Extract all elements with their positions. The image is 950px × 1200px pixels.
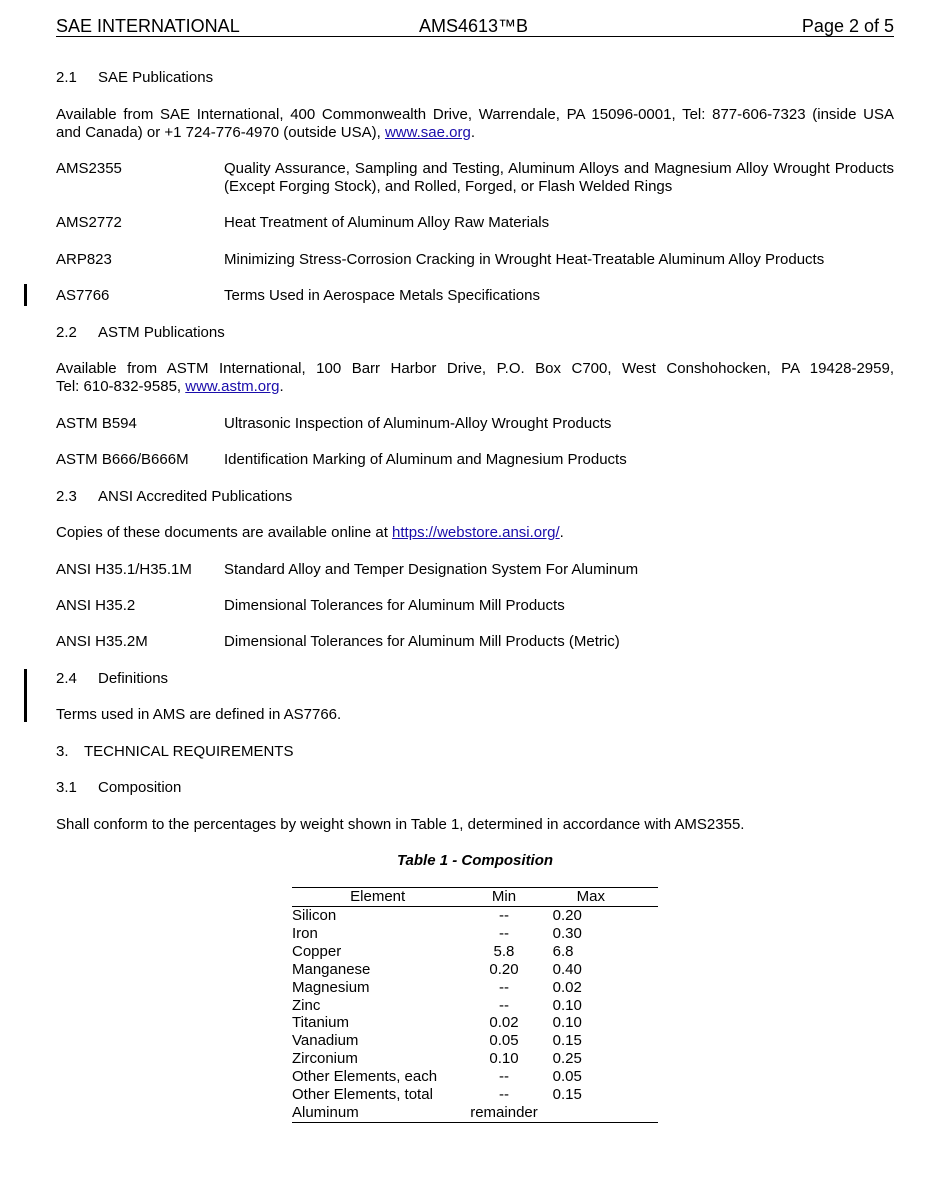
section-title: ASTM Publications xyxy=(98,324,225,341)
reference-title: Heat Treatment of Aluminum Alloy Raw Materials xyxy=(224,214,550,231)
reference-code: ANSI H35.2 xyxy=(56,597,136,614)
cell-element: Titanium xyxy=(292,1014,349,1032)
availability-line: Copies of these documents are available online at https://webstore.ansi.org/. xyxy=(56,524,564,541)
cell-element: Silicon xyxy=(292,907,337,924)
cell-max: 0.30 xyxy=(552,924,582,942)
section-number: 3.1 xyxy=(56,779,77,796)
section-number: 2.4 xyxy=(56,670,77,687)
composition-text: Shall conform to the percentages by weight shown in Table 1, determined in accordance with AMS2355. xyxy=(56,816,745,833)
cell-element: Copper xyxy=(292,942,342,960)
cell-element: Magnesium xyxy=(292,978,370,996)
header-doc-id: AMS4613™B xyxy=(419,16,529,36)
cell-min: -- xyxy=(498,1068,509,1086)
table-row xyxy=(292,1104,658,1122)
cell-max: 0.10 xyxy=(552,1014,582,1032)
header-org: SAE INTERNATIONAL xyxy=(56,16,240,36)
availability-line: Available from ASTM International, 100 Barr Harbor Drive, P.O. Box C700, West Conshohocken, PA 19428-2959, xyxy=(56,360,894,377)
cell-max: 6.8 xyxy=(552,942,574,960)
section-number: 2.3 xyxy=(56,488,77,505)
section-title: TECHNICAL REQUIREMENTS xyxy=(84,743,294,760)
section-title: Composition xyxy=(98,779,182,796)
reference-code: ASTM B666/B666M xyxy=(56,451,189,468)
reference-title: Terms Used in Aerospace Metals Specifications xyxy=(224,287,540,304)
definitions-text: Terms used in AMS are defined in AS7766. xyxy=(56,706,342,723)
reference-code: ARP823 xyxy=(56,251,112,268)
cell-max: 0.05 xyxy=(552,1068,582,1086)
revision-change-bar xyxy=(24,284,27,306)
astm-website-link[interactable]: www.astm.org xyxy=(185,378,280,395)
cell-max: 0.25 xyxy=(552,1050,582,1068)
cell-min: -- xyxy=(498,996,509,1014)
section-number: 3. xyxy=(56,743,69,760)
table-header-row xyxy=(292,888,658,907)
reference-title: Dimensional Tolerances for Aluminum Mill Products (Metric) xyxy=(224,633,620,650)
composition-table xyxy=(292,887,658,1123)
cell-min: -- xyxy=(498,907,509,924)
section-number: 2.2 xyxy=(56,324,77,341)
section-title: SAE Publications xyxy=(98,69,214,86)
revision-change-bar xyxy=(24,669,27,722)
reference-code: ANSI H35.2M xyxy=(56,633,148,650)
reference-code: ASTM B594 xyxy=(56,415,137,432)
reference-title: Standard Alloy and Temper Designation System For Aluminum xyxy=(224,561,639,578)
reference-title: Minimizing Stress-Corrosion Cracking in Wrought Heat-Treatable Aluminum Alloy Products xyxy=(224,251,825,268)
table-row xyxy=(292,943,658,961)
table-row xyxy=(292,925,658,943)
reference-title: Ultrasonic Inspection of Aluminum-Alloy Wrought Products xyxy=(224,415,612,432)
cell-element: Other Elements, each xyxy=(292,1068,438,1086)
cell-min: 0.10 xyxy=(489,1050,519,1068)
reference-code: AS7766 xyxy=(56,287,110,304)
table-row xyxy=(292,997,658,1015)
cell-min: -- xyxy=(498,924,509,942)
table-row xyxy=(292,1050,658,1068)
cell-element: Zinc xyxy=(292,996,321,1014)
table-row xyxy=(292,961,658,979)
cell-element: Manganese xyxy=(292,960,371,978)
reference-code: AMS2772 xyxy=(56,214,122,231)
section-title: Definitions xyxy=(98,670,169,687)
table-row xyxy=(292,1068,658,1086)
reference-code: ANSI H35.1/H35.1M xyxy=(56,561,192,578)
reference-code: AMS2355 xyxy=(56,160,122,177)
cell-min: 5.8 xyxy=(493,942,515,960)
cell-max xyxy=(545,1104,658,1122)
reference-title: Quality Assurance, Sampling and Testing, Aluminum Alloys and Magnesium Alloy Wrought Products (Except Forging Stock), and Rolled, Forged, or Flash Welded Rings xyxy=(224,160,894,195)
cell-element: Aluminum xyxy=(292,1104,463,1122)
cell-element: Zirconium xyxy=(292,1050,358,1068)
cell-min: -- xyxy=(498,1086,509,1104)
column-header-max: Max xyxy=(545,888,658,907)
cell-min: 0.20 xyxy=(489,960,519,978)
availability-line: Available from SAE International, 400 Commonwealth Drive, Warrendale, PA 15096-0001, Tel: 877-606-7323 (inside USA xyxy=(56,106,894,123)
cell-min: -- xyxy=(498,978,509,996)
reference-title: Identification Marking of Aluminum and Magnesium Products xyxy=(224,451,627,468)
table-row xyxy=(292,1032,658,1050)
cell-element: Iron xyxy=(292,924,318,942)
page-header xyxy=(56,16,894,37)
column-header-element: Element xyxy=(292,888,463,907)
cell-max: 0.02 xyxy=(552,978,582,996)
header-page-number: Page 2 of 5 xyxy=(801,16,894,36)
ansi-webstore-link[interactable]: https://webstore.ansi.org/ xyxy=(392,524,560,541)
availability-line: and Canada) or +1 724-776-4970 (outside USA), www.sae.org. xyxy=(56,124,476,141)
cell-max: 0.20 xyxy=(552,907,582,924)
cell-max: 0.40 xyxy=(552,960,582,978)
reference-title: Dimensional Tolerances for Aluminum Mill Products xyxy=(224,597,565,614)
cell-element: Other Elements, total xyxy=(292,1086,433,1104)
table-caption: Table 1 - Composition xyxy=(396,852,554,869)
cell-max: 0.10 xyxy=(552,996,582,1014)
cell-min: 0.02 xyxy=(489,1014,519,1032)
cell-max: 0.15 xyxy=(552,1032,582,1050)
table-row xyxy=(292,907,658,925)
section-number: 2.1 xyxy=(56,69,77,86)
table-row xyxy=(292,979,658,997)
cell-min: 0.05 xyxy=(489,1032,519,1050)
column-header-min: Min xyxy=(463,888,544,907)
section-title: ANSI Accredited Publications xyxy=(98,488,293,505)
cell-min: remainder xyxy=(463,1104,544,1122)
availability-line: Tel: 610-832-9585, www.astm.org. xyxy=(56,378,284,395)
cell-max: 0.15 xyxy=(552,1086,582,1104)
table-row xyxy=(292,1014,658,1032)
sae-website-link[interactable]: www.sae.org xyxy=(384,124,471,141)
table-row xyxy=(292,1086,658,1104)
cell-element: Vanadium xyxy=(292,1032,359,1050)
